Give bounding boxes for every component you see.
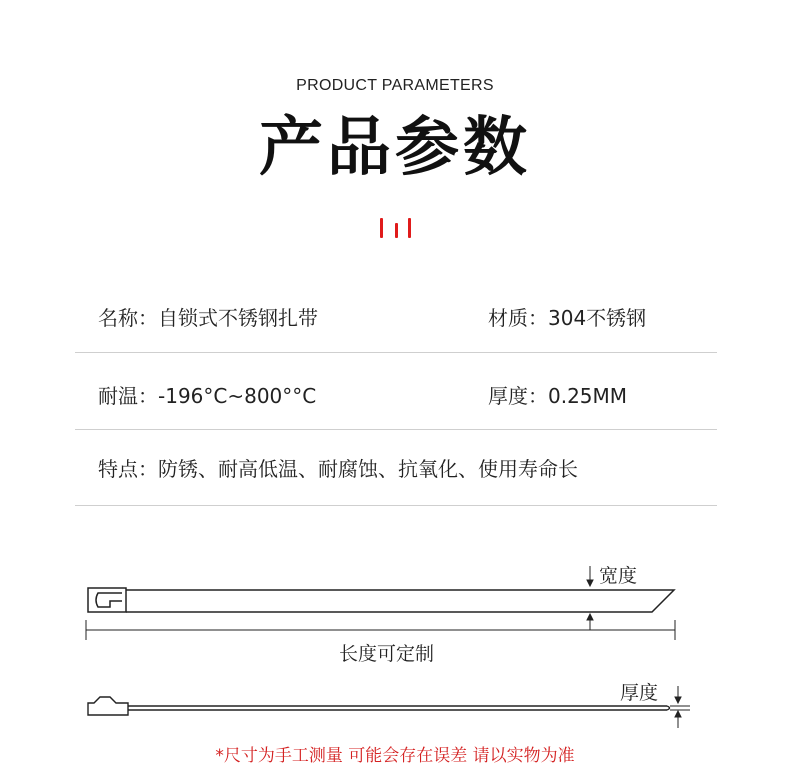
section-subtitle: PRODUCT PARAMETERS	[296, 77, 494, 94]
section-title: 产品参数	[259, 111, 531, 185]
param-thickness: 厚度：0.25MM	[488, 384, 628, 408]
width-label: 宽度	[599, 565, 638, 587]
length-label: 长度可定制	[339, 643, 435, 665]
cable-tie-side-view	[88, 697, 670, 715]
width-arrows	[587, 566, 593, 630]
thickness-label: 厚度	[620, 682, 659, 704]
side-buckle	[88, 697, 128, 715]
param-features: 特点：防锈、耐高低温、耐腐蚀、抗氧化、使用寿命长	[98, 457, 578, 481]
param-material: 材质：304不锈钢	[488, 306, 647, 330]
param-temperature: 耐温：-196°C~800°°C	[98, 384, 317, 408]
cable-tie-top-view	[88, 588, 674, 612]
thickness-arrows	[670, 686, 690, 728]
strap-body	[126, 590, 674, 612]
buckle-head	[88, 588, 126, 612]
length-dimension	[86, 620, 675, 640]
buckle-tongue	[96, 593, 122, 607]
param-name: 名称：自锁式不锈钢扎带	[98, 306, 318, 330]
measurement-note: *尺寸为手工测量 可能会存在误差 请以实物为准	[215, 746, 575, 766]
